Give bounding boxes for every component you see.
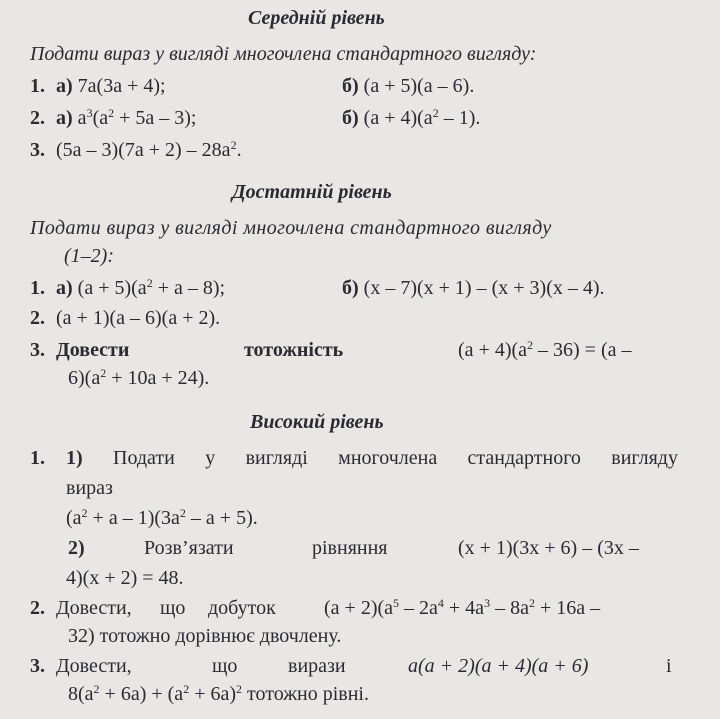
exercise-row [30,596,132,620]
part-label: а) [56,107,73,129]
exercise-part [342,106,480,130]
task-instruction: Подати вираз у вигляді многочлена стандартного вигляду [30,217,552,239]
exercise-number: 1. [30,277,45,299]
word: Довести [56,339,130,361]
word: і [666,655,672,677]
exercise-number: 3. [30,655,45,677]
expression: $(5a - 3)(7a + 2) - 28a^2$. [56,138,242,161]
part-label: а) [56,277,73,299]
exercise-row [30,138,242,162]
exercise-row [30,74,166,98]
exercise-row [30,106,196,130]
expression-continuation: 32) тотожно дорівнює двочлену. [68,625,342,647]
exercise-row [30,654,132,678]
part-label: б) [342,107,359,129]
word: Розв’язати [144,537,234,559]
expression: $(a + 4)(a^2 - 36) = (a$ – [458,338,632,361]
expression-continuation: $6)(a^2 + 10a + 24)$. [68,366,210,389]
expression: $(a + 2)(a^5 - 2a^4 + 4a^3 - 8a^2 + 16a$ – [324,596,601,619]
word: Довести, [56,655,132,677]
expression: 7a(3a + 4); [77,75,166,97]
word: вирази [288,655,346,677]
expression: a(a + 2)(a + 4)(a + 6) [408,655,589,677]
expression-continuation: $8(a^2 + 6a) + (a^2 + 6a)^2$ тотожно рівні. [68,682,369,705]
exercise-part [342,74,474,98]
exercise-number: 3. [30,139,45,161]
expression: (a + 5)(a – 6). [363,75,475,97]
exercise-number: 1. [30,75,45,97]
section-heading: Високий рівень [250,411,384,433]
expression: (x – 7)(x + 1) – (x + 3)(x – 4). [363,277,605,299]
expression: (x + 1)(3x + 6) – (3x – [458,537,639,559]
word: що [212,655,238,677]
exercise-number: 3. [30,339,45,361]
task-instruction: Подати вираз у вигляді многочлена стандартного вигляду: [30,43,537,65]
exercise-number: 2. [30,307,45,329]
word: що [160,597,186,619]
exercise-row [30,276,225,300]
exercise-number: 1. [30,447,45,469]
subtask-continuation: вираз [66,477,113,499]
part-label: а) [56,75,73,97]
exercise-row [30,338,129,362]
task-instruction-range: (1–2): [64,245,114,267]
expression: (a + 1)(a – 6)(a + 2). [56,307,221,329]
expression: $(a + 4)(a^2 - 1)$. [363,106,481,129]
word: рівняння [312,537,388,559]
expression: $(a + 5)(a^2 + a - 8)$; [77,276,226,299]
section-heading: Середній рівень [248,7,385,29]
expression: $(a^2 + a - 1)(3a^2 - a + 5)$. [66,506,258,529]
subtask-line: 1) Подати у вигляді многочлена стандартного вигляду [66,447,678,469]
exercise-number: 2. [30,597,45,619]
word: добуток [208,597,276,619]
subtask-label: 1) [66,447,83,469]
word: Довести, [56,597,132,619]
expression-continuation: 4)(x + 2) = 48. [66,567,184,589]
exercise-part [342,276,605,300]
part-label: б) [342,75,359,97]
exercise-row [30,306,220,330]
section-heading: Достатній рівень [232,181,392,203]
word: тотожність [244,339,344,361]
expression: $a^3(a^2 + 5a - 3)$; [77,106,197,129]
part-label: б) [342,277,359,299]
subtask-label: 2) [68,537,85,559]
exercise-number: 2. [30,107,45,129]
